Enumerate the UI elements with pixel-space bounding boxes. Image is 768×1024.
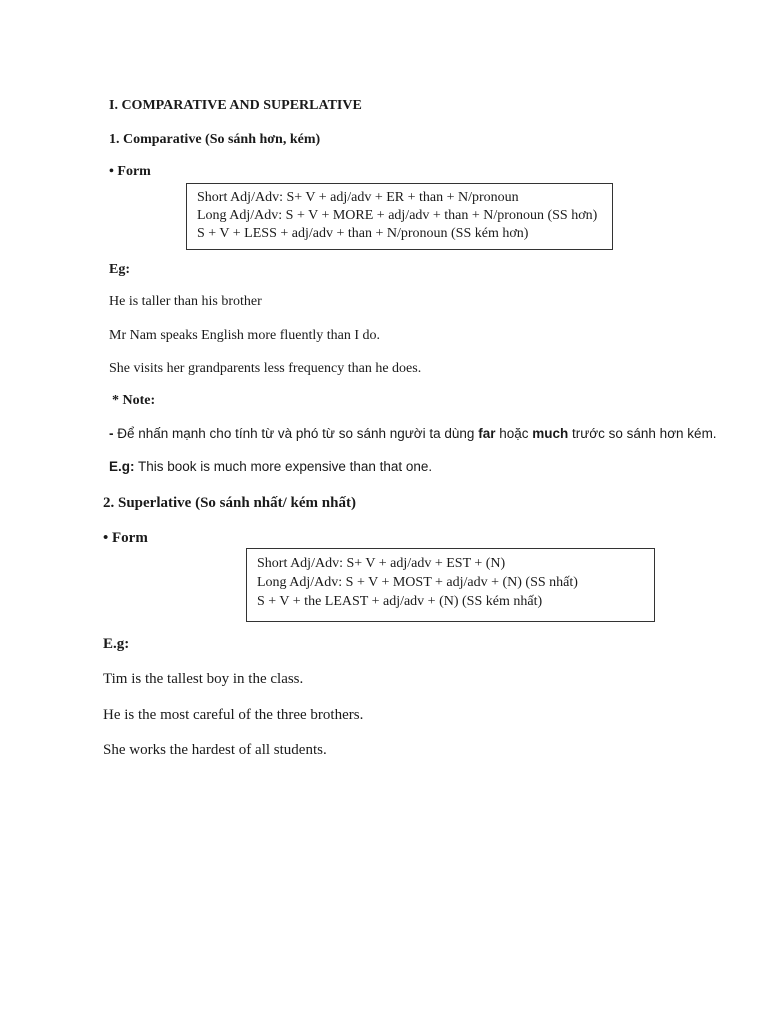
comparative-form-box [186,183,613,250]
note-dash: - [109,426,118,441]
note-much: much [532,426,569,441]
superlative-form-row: S + V + the LEAST + adj/adv + (N) (SS kém nhất) [257,594,543,609]
note-example [109,459,432,474]
note-part3: trước so sánh hơn kém. [568,426,717,441]
comparative-form-row: Long Adj/Adv: S + V + MORE + adj/adv + than + N/pronoun (SS hơn) [197,208,598,223]
superlative-example: She works the hardest of all students. [103,742,327,758]
superlative-form-box [246,548,655,622]
comparative-example: He is taller than his brother [109,294,262,309]
superlative-title: 2. Superlative (So sánh nhất/ kém nhất) [103,495,356,511]
comparative-eg-label: Eg: [109,262,130,277]
superlative-form-row: Long Adj/Adv: S + V + MOST + adj/adv + (N) (SS nhất) [257,575,578,590]
note-far: far [478,426,496,441]
note-text [109,426,717,441]
comparative-title: 1. Comparative (So sánh hơn, kém) [109,132,321,147]
note-eg-text: This book is much more expensive than that one. [134,459,433,474]
superlative-form-row: Short Adj/Adv: S+ V + adj/adv + EST + (N) [257,556,506,571]
superlative-eg-label: E.g: [103,636,130,652]
superlative-form-label: • Form [103,530,148,546]
note-eg-label: E.g: [109,459,135,474]
comparative-example: Mr Nam speaks English more fluently than I do. [109,328,381,343]
superlative-example: Tim is the tallest boy in the class. [103,671,304,687]
comparative-example: She visits her grandparents less frequency than he does. [109,361,422,376]
superlative-example: He is the most careful of the three brothers. [103,707,364,723]
comparative-form-row: Short Adj/Adv: S+ V + adj/adv + ER + than + N/pronoun [197,190,519,205]
note-part1: Để nhấn mạnh cho tính từ và phó từ so sánh người ta dùng [117,426,479,441]
note-part2: hoặc [495,426,533,441]
comparative-form-row: S + V + LESS + adj/adv + than + N/pronoun (SS kém hơn) [197,226,529,241]
section-title: I. COMPARATIVE AND SUPERLATIVE [109,98,362,113]
comparative-form-label: • Form [109,164,151,179]
note-label: * Note: [112,393,156,408]
